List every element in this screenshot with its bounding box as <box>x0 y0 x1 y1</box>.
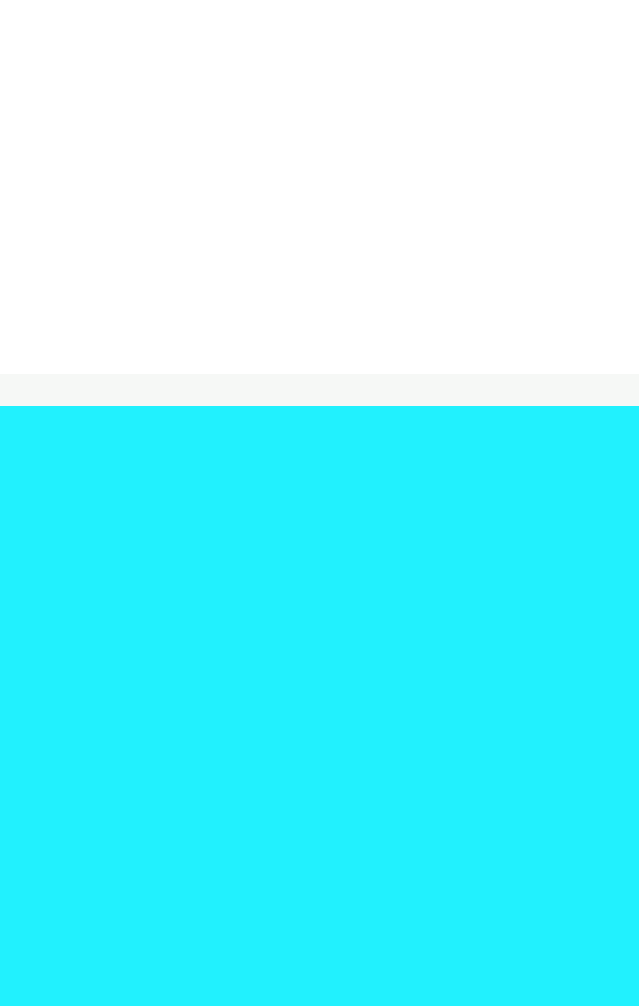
overlay-cyan-band <box>0 406 639 1006</box>
overlay-soft-band <box>0 374 639 406</box>
